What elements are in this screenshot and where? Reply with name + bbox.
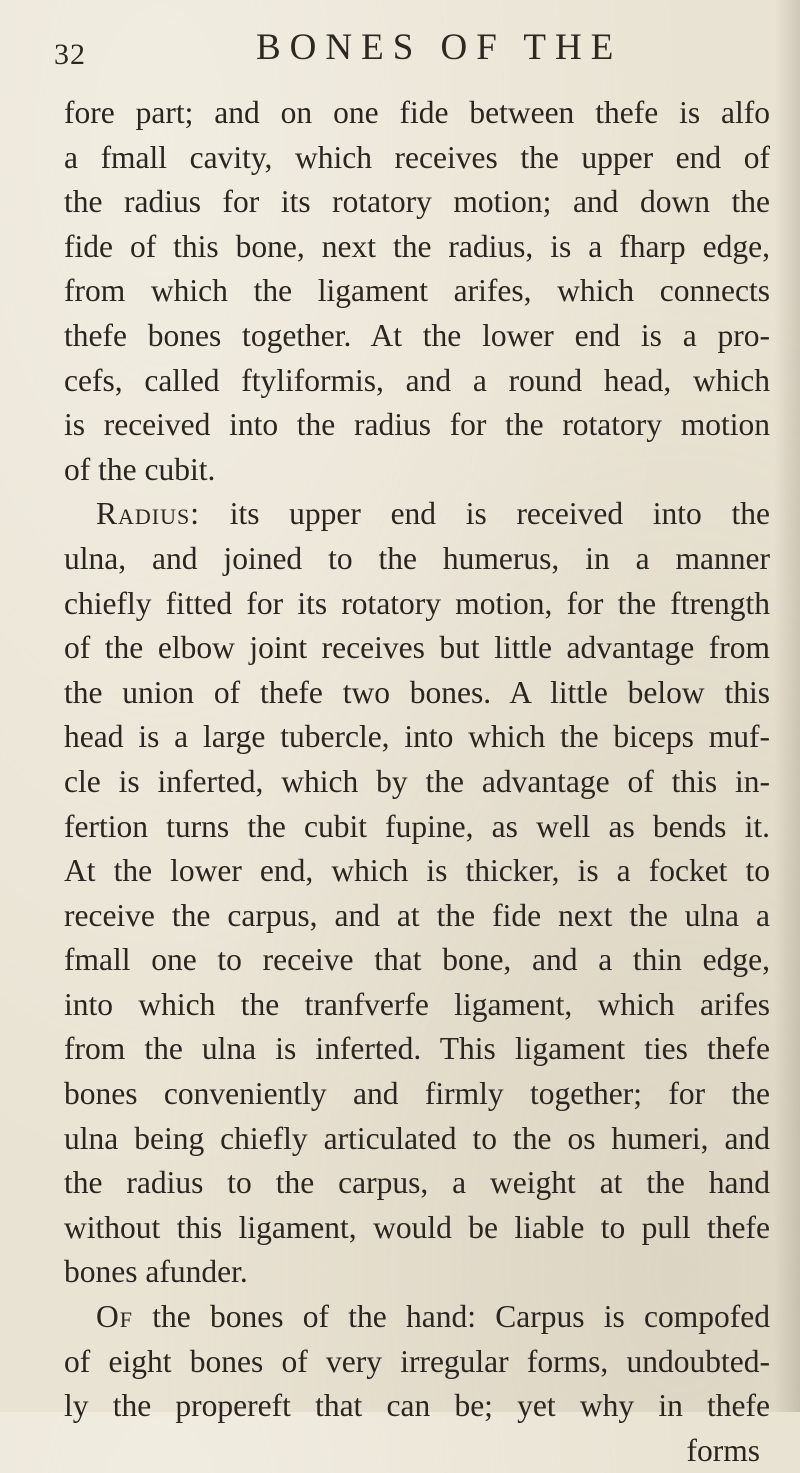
running-head: BONES OF THE [256, 27, 623, 68]
page-edge-shadow [774, 0, 800, 1412]
text-line: ulna being chiefly articulated to the os humeri, and [64, 1120, 770, 1156]
body-text [64, 91, 770, 1473]
text-line: of the cubit. [64, 451, 216, 487]
text-line: receive the carpus, and at the fide next the ulna a [64, 897, 770, 933]
text-line: fertion turns the cubit fupine, as well as bends it. [64, 808, 770, 844]
text-line: the radius for its rotatory motion; and down the [64, 184, 770, 220]
paragraph-start-hand: Of the bones of the hand: Carpus is compofed [96, 1299, 770, 1335]
text-line: of the elbow joint receives but little advantage from [64, 630, 770, 666]
text-line: the union of thefe two bones. A little below this [64, 674, 770, 710]
text-line: is received into the radius for the rotatory motion [64, 407, 770, 443]
text-line: the radius to the carpus, a weight at the hand [64, 1165, 770, 1201]
text-line: head is a large tubercle, into which the biceps muf- [64, 719, 770, 755]
text-line: ly the propereft that can be; yet why in thefe [64, 1388, 770, 1424]
text-line: from which the ligament arifes, which connects [64, 273, 770, 309]
text-line: fide of this bone, next the radius, is a fharp edge, [64, 228, 770, 264]
text-line: cefs, called ftyliformis, and a round head, which [64, 362, 770, 398]
text-line: cle is inferted, which by the advantage of this in- [64, 763, 770, 799]
text-line: thefe bones together. At the lower end is a pro- [64, 317, 770, 353]
section-lead: Radius: [96, 496, 200, 532]
text-line: from the ulna is inferted. This ligament ties thefe [64, 1031, 770, 1067]
text-line: bones afunder. [64, 1254, 248, 1290]
page-header [0, 8, 800, 78]
section-lead: Of [96, 1299, 133, 1335]
text-line: ulna, and joined to the humerus, in a manner [64, 540, 770, 576]
text-line: fore part; and on one fide between thefe is alfo [64, 95, 770, 130]
paragraph-start-radius: Radius: its upper end is received into the [96, 496, 770, 532]
text-line: into which the tranfverfe ligament, which arifes [64, 986, 770, 1022]
text-line: fmall one to receive that bone, and a thin edge, [64, 942, 770, 978]
text-line: bones conveniently and firmly together; for the [64, 1076, 770, 1112]
text-line: chiefly fitted for its rotatory motion, for the ftrength [64, 585, 770, 621]
text-line: without this ligament, would be liable to pull thefe [64, 1209, 770, 1245]
text-line: At the lower end, which is thicker, is a focket to [64, 853, 770, 889]
text-line: a fmall cavity, which receives the upper end of [64, 139, 770, 175]
page-number: 32 [54, 38, 86, 71]
catchword: forms [686, 1432, 760, 1468]
text-line: of eight bones of very irregular forms, undoubted- [64, 1343, 770, 1379]
